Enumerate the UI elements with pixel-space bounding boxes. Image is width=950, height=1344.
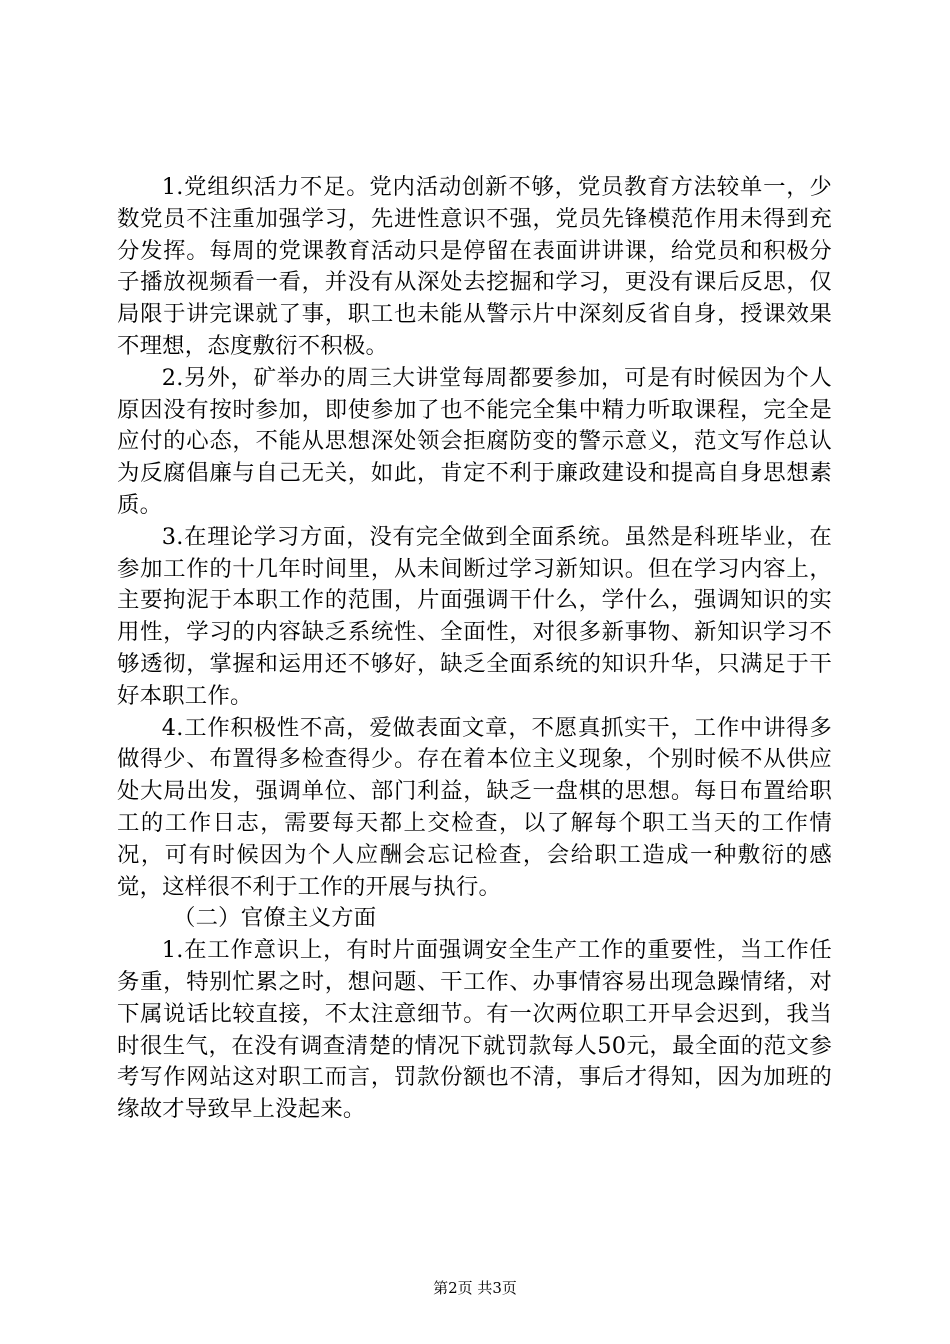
paragraph-theory-study: 3.在理论学习方面，没有完全做到全面系统。虽然是科班毕业，在参加工作的十几年时间里，从未间断过学习新知识。但在学习内容上，主要拘泥于本职工作的范围，片面强调干什么，学什么，强调知识的实用性，学习的内容缺乏系统性、全面性，对很多新事物、新知识学习不够透彻，掌握和运用还不够好，缺乏全面系统的知识升华，只满足于干好本职工作。 — [117, 523, 832, 709]
page-footer: 第2页 共3页 — [433, 1279, 517, 1297]
paragraph-work-awareness: 1.在工作意识上，有时片面强调安全生产工作的重要性，当工作任务重，特别忙累之时，想问题、干工作、办事情容易出现急躁情绪，对下属说话比较直接，不太注意细节。有一次两位职工开早会迟到，我当时很生气，在没有调查清楚的情况下就罚款每人50元，最全面的范文参考写作网站这对职工而言，罚款份额也不清，事后才得知，因为加班的缘故才导致早上没起来。 — [117, 937, 833, 1123]
paragraph-party-vitality: 1.党组织活力不足。党内活动创新不够，党员教育方法较单一，少数党员不注重加强学习，先进性意识不强，党员先锋模范作用未得到充分发挥。每周的党课教育活动只是停留在表面讲讲课，给党员和积极分子播放视频看一看，并没有从深处去挖掘和学习，更没有课后反思，仅局限于讲完课就了事，职工也未能从警示片中深刻反省自身，授课效果不理想，态度敷衍不积极。 — [117, 174, 832, 359]
document-body — [117, 172, 832, 1126]
paragraph-wednesday-lecture: 2.另外，矿举办的周三大讲堂每周都要参加，可是有时候因为个人原因没有按时参加，即使参加了也不能完全集中精力听取课程，完全是应付的心态，不能从思想深处领会拒腐防变的警示意义，范文写作总认为反腐倡廉与自己无关，如此，肯定不利于廉政建设和提高自身思想素质。 — [117, 364, 832, 518]
paragraph-work-enthusiasm: 4.工作积极性不高，爱做表面文章，不愿真抓实干，工作中讲得多做得少、布置得多检查得少。存在着本位主义现象，个别时候不从供应处大局出发，强调单位、部门利益，缺乏一盘棋的思想。每日布置给职工的工作日志，需要每天都上交检查，以了解每个职工当天的工作情况，可有时候因为个人应酬会忘记检查，会给职工造成一种敷衍的感觉，这样很不利于工作的开展与执行。 — [117, 714, 832, 900]
section-heading-bureaucratism: （二）官僚主义方面 — [173, 905, 377, 932]
